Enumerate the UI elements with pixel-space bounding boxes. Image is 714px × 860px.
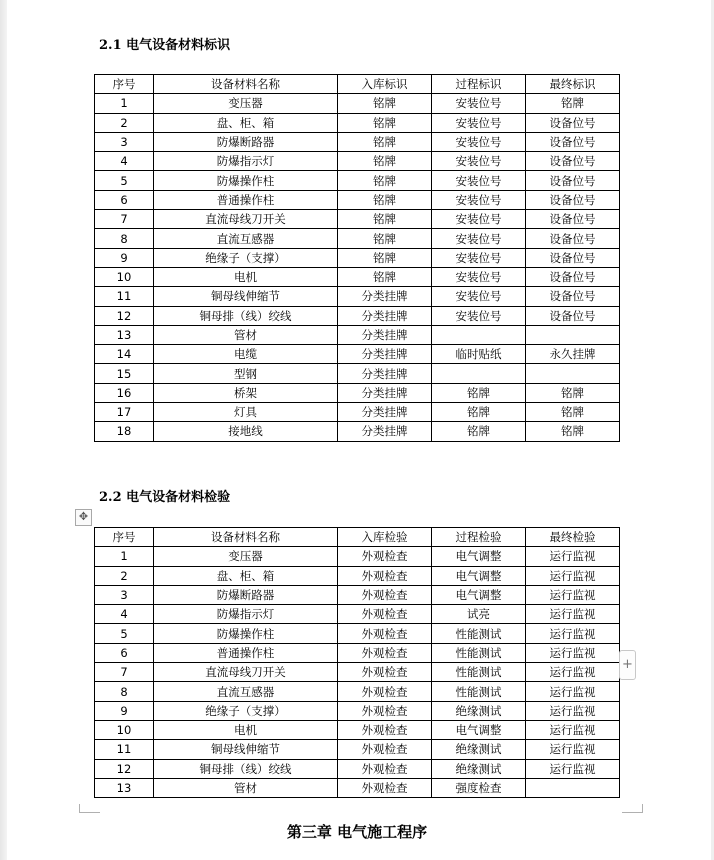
table-row	[95, 624, 620, 643]
table-row	[95, 364, 620, 383]
table-cell[interactable]: 13	[95, 778, 154, 797]
table-cell[interactable]: 12	[95, 759, 154, 778]
table-row	[95, 229, 620, 248]
table-cell[interactable]: 外观检查	[338, 566, 432, 585]
table-cell[interactable]: 性能测试	[432, 624, 526, 643]
table-row	[95, 663, 620, 682]
table-cell[interactable]: 运行监视	[526, 605, 620, 624]
table-cell[interactable]	[526, 778, 620, 797]
table-cell[interactable]: 6	[95, 190, 154, 209]
table-cell[interactable]	[432, 325, 526, 344]
table-cell[interactable]: 盘、柜、箱	[154, 113, 338, 132]
table-cell[interactable]: 4	[95, 605, 154, 624]
table-cell[interactable]: 16	[95, 383, 154, 402]
table-cell[interactable]: 运行监视	[526, 585, 620, 604]
table-cell[interactable]: 外观检查	[338, 720, 432, 739]
header-cell[interactable]: 最终标识	[526, 75, 620, 94]
table-row	[95, 759, 620, 778]
table-cell[interactable]: 变压器	[154, 94, 338, 113]
table-cell[interactable]: 设备位号	[526, 287, 620, 306]
header-cell[interactable]: 最终检验	[526, 528, 620, 547]
table-cell[interactable]: 11	[95, 740, 154, 759]
table-cell[interactable]: 分类挂牌	[338, 345, 432, 364]
table-cell[interactable]: 普通操作柱	[154, 643, 338, 662]
table-row	[95, 720, 620, 739]
table-cell[interactable]: 8	[95, 229, 154, 248]
table-cell[interactable]: 铭牌	[338, 94, 432, 113]
table-row	[95, 422, 620, 441]
table-cell[interactable]: 安装位号	[432, 94, 526, 113]
table-cell[interactable]: 设备位号	[526, 306, 620, 325]
table-cell[interactable]: 4	[95, 152, 154, 171]
table-cell[interactable]: 铜母线伸缩节	[154, 740, 338, 759]
header-cell[interactable]: 过程检验	[432, 528, 526, 547]
table-row	[95, 682, 620, 701]
table-cell[interactable]: 运行监视	[526, 566, 620, 585]
table-cell[interactable]: 8	[95, 682, 154, 701]
table-cell[interactable]: 铜母线伸缩节	[154, 287, 338, 306]
table-cell[interactable]: 分类挂牌	[338, 325, 432, 344]
table-cell[interactable]: 直流母线刀开关	[154, 210, 338, 229]
header-cell[interactable]: 序号	[95, 75, 154, 94]
header-cell[interactable]: 入库检验	[338, 528, 432, 547]
table-cell[interactable]: 外观检查	[338, 624, 432, 643]
header-cell[interactable]: 过程标识	[432, 75, 526, 94]
table-cell[interactable]: 外观检查	[338, 778, 432, 797]
table-cell[interactable]: 变压器	[154, 547, 338, 566]
table-row	[95, 287, 620, 306]
table-cell[interactable]: 铭牌	[526, 94, 620, 113]
table-cell[interactable]: 强度检查	[432, 778, 526, 797]
table-cell[interactable]: 分类挂牌	[338, 383, 432, 402]
table-cell[interactable]: 铭牌	[526, 422, 620, 441]
table-cell[interactable]: 铭牌	[526, 383, 620, 402]
table-cell[interactable]: 外观检查	[338, 682, 432, 701]
table-row	[95, 306, 620, 325]
table-cell[interactable]: 6	[95, 643, 154, 662]
table-cell[interactable]: 管材	[154, 778, 338, 797]
table-cell[interactable]: 铭牌	[526, 403, 620, 422]
table-cell[interactable]: 17	[95, 403, 154, 422]
table-cell[interactable]: 外观检查	[338, 605, 432, 624]
table-cell[interactable]: 性能测试	[432, 663, 526, 682]
table-cell[interactable]: 设备位号	[526, 267, 620, 286]
table-cell[interactable]: 铭牌	[338, 113, 432, 132]
margin-corner-mark	[79, 804, 100, 813]
table-cell[interactable]: 型钢	[154, 364, 338, 383]
table-cell[interactable]: 铭牌	[432, 403, 526, 422]
table-row	[95, 605, 620, 624]
table-header-row	[95, 75, 620, 94]
table-cell[interactable]: 铭牌	[338, 267, 432, 286]
table-row	[95, 345, 620, 364]
table-cell[interactable]: 直流互感器	[154, 229, 338, 248]
table-cell[interactable]: 运行监视	[526, 663, 620, 682]
table-row	[95, 152, 620, 171]
table-cell[interactable]: 外观检查	[338, 663, 432, 682]
page-left-edge	[0, 0, 7, 860]
table-cell[interactable]: 5	[95, 624, 154, 643]
table-cell[interactable]: 安装位号	[432, 132, 526, 151]
table-cell[interactable]: 外观检查	[338, 643, 432, 662]
table-cell[interactable]: 永久挂牌	[526, 345, 620, 364]
table-row	[95, 403, 620, 422]
table-cell[interactable]: 分类挂牌	[338, 287, 432, 306]
table-cell[interactable]: 运行监视	[526, 547, 620, 566]
table-cell[interactable]: 1	[95, 94, 154, 113]
table-cell[interactable]: 绝缘测试	[432, 701, 526, 720]
table-cell[interactable]: 外观检查	[338, 759, 432, 778]
table-cell[interactable]: 3	[95, 585, 154, 604]
identification-table-body	[95, 94, 620, 441]
move-arrows-icon[interactable]: ✥	[75, 509, 92, 526]
table-cell[interactable]: 运行监视	[526, 701, 620, 720]
table-cell[interactable]: 防爆指示灯	[154, 605, 338, 624]
table-cell[interactable]: 7	[95, 663, 154, 682]
table-row	[95, 267, 620, 286]
table-row	[95, 740, 620, 759]
table-cell[interactable]: 安装位号	[432, 152, 526, 171]
table-cell[interactable]: 安装位号	[432, 113, 526, 132]
table-cell[interactable]: 运行监视	[526, 740, 620, 759]
table-cell[interactable]: 分类挂牌	[338, 306, 432, 325]
margin-corner-mark	[622, 804, 643, 813]
table-cell[interactable]: 铜母排（线）绞线	[154, 306, 338, 325]
table-cell[interactable]: 安装位号	[432, 210, 526, 229]
table-cell[interactable]: 性能测试	[432, 643, 526, 662]
section-heading-inspection: 2.2 电气设备材料检验	[99, 490, 231, 505]
table-header-row	[95, 528, 620, 547]
table-cell[interactable]: 防爆指示灯	[154, 152, 338, 171]
table-cell[interactable]: 铭牌	[338, 152, 432, 171]
table-cell[interactable]: 铭牌	[432, 422, 526, 441]
table-cell[interactable]: 14	[95, 345, 154, 364]
table-row	[95, 585, 620, 604]
table-cell[interactable]: 运行监视	[526, 682, 620, 701]
header-cell[interactable]: 设备材料名称	[154, 75, 338, 94]
table-cell[interactable]: 盘、柜、箱	[154, 566, 338, 585]
table-cell[interactable]: 铭牌	[338, 229, 432, 248]
table-cell[interactable]: 铭牌	[338, 132, 432, 151]
table-cell[interactable]: 设备位号	[526, 210, 620, 229]
table-row	[95, 248, 620, 267]
table-cell[interactable]: 灯具	[154, 403, 338, 422]
table-cell[interactable]: 设备位号	[526, 229, 620, 248]
table-cell[interactable]: 分类挂牌	[338, 364, 432, 383]
table-row	[95, 94, 620, 113]
table-cell[interactable]: 安装位号	[432, 190, 526, 209]
chapter-title: 第三章 电气施工程序	[286, 823, 428, 841]
table-row	[95, 566, 620, 585]
table-row	[95, 325, 620, 344]
table-cell[interactable]: 绝缘测试	[432, 759, 526, 778]
header-cell[interactable]: 入库标识	[338, 75, 432, 94]
table-cell[interactable]: 电气调整	[432, 566, 526, 585]
table-cell[interactable]: 1	[95, 547, 154, 566]
table-cell[interactable]: 5	[95, 171, 154, 190]
table-row	[95, 383, 620, 402]
table-cell[interactable]: 外观检查	[338, 740, 432, 759]
table-cell[interactable]: 外观检查	[338, 585, 432, 604]
table-cell[interactable]: 安装位号	[432, 267, 526, 286]
table-cell[interactable]: 电缆	[154, 345, 338, 364]
table-cell[interactable]: 11	[95, 287, 154, 306]
table-cell[interactable]: 外观检查	[338, 701, 432, 720]
table-cell[interactable]: 防爆断路器	[154, 585, 338, 604]
table-cell[interactable]: 电机	[154, 720, 338, 739]
table-cell[interactable]: 电气调整	[432, 547, 526, 566]
table-cell[interactable]: 设备位号	[526, 132, 620, 151]
table-cell[interactable]: 防爆断路器	[154, 132, 338, 151]
table-cell[interactable]: 18	[95, 422, 154, 441]
table-cell[interactable]: 分类挂牌	[338, 403, 432, 422]
table-cell[interactable]: 绝缘子（支撑）	[154, 701, 338, 720]
table-cell[interactable]: 电气调整	[432, 720, 526, 739]
table-cell[interactable]: 电机	[154, 267, 338, 286]
table-cell[interactable]: 运行监视	[526, 643, 620, 662]
table-cell[interactable]: 分类挂牌	[338, 422, 432, 441]
table-cell[interactable]: 接地线	[154, 422, 338, 441]
header-cell[interactable]: 设备材料名称	[154, 528, 338, 547]
table-cell[interactable]: 安装位号	[432, 171, 526, 190]
table-cell[interactable]: 13	[95, 325, 154, 344]
table-cell[interactable]: 防爆操作柱	[154, 624, 338, 643]
table-row	[95, 171, 620, 190]
table-cell[interactable]: 运行监视	[526, 624, 620, 643]
table-cell[interactable]: 设备位号	[526, 113, 620, 132]
table-cell[interactable]: 直流互感器	[154, 682, 338, 701]
identification-table	[94, 74, 620, 442]
table-cell[interactable]: 安装位号	[432, 229, 526, 248]
table-cell[interactable]: 运行监视	[526, 759, 620, 778]
table-cell[interactable]: 铭牌	[432, 383, 526, 402]
plus-icon[interactable]: +	[619, 650, 636, 680]
table-cell[interactable]: 9	[95, 248, 154, 267]
table-cell[interactable]: 性能测试	[432, 682, 526, 701]
table-cell[interactable]: 2	[95, 566, 154, 585]
table-cell[interactable]: 直流母线刀开关	[154, 663, 338, 682]
table-row	[95, 778, 620, 797]
table-cell[interactable]: 安装位号	[432, 306, 526, 325]
table-cell[interactable]: 设备位号	[526, 171, 620, 190]
table-cell[interactable]: 桥架	[154, 383, 338, 402]
table-cell[interactable]: 10	[95, 267, 154, 286]
table-row	[95, 132, 620, 151]
table-cell[interactable]: 设备位号	[526, 190, 620, 209]
table-cell[interactable]	[432, 364, 526, 383]
table-cell[interactable]: 电气调整	[432, 585, 526, 604]
table-row	[95, 643, 620, 662]
table-cell[interactable]	[526, 325, 620, 344]
table-cell[interactable]	[526, 364, 620, 383]
table-cell[interactable]: 防爆操作柱	[154, 171, 338, 190]
table-cell[interactable]: 绝缘子（支撑）	[154, 248, 338, 267]
table-cell[interactable]: 安装位号	[432, 248, 526, 267]
table-cell[interactable]: 安装位号	[432, 287, 526, 306]
table-cell[interactable]: 铭牌	[338, 210, 432, 229]
section-heading-identification: 2.1 电气设备材料标识	[99, 38, 231, 53]
table-cell[interactable]: 试亮	[432, 605, 526, 624]
table-row	[95, 190, 620, 209]
table-cell[interactable]: 铜母排（线）绞线	[154, 759, 338, 778]
table-cell[interactable]: 铭牌	[338, 248, 432, 267]
table-cell[interactable]: 设备位号	[526, 152, 620, 171]
table-cell[interactable]: 设备位号	[526, 248, 620, 267]
table-cell[interactable]: 临时贴纸	[432, 345, 526, 364]
table-cell[interactable]: 铭牌	[338, 190, 432, 209]
table-cell[interactable]: 管材	[154, 325, 338, 344]
table-cell[interactable]: 绝缘测试	[432, 740, 526, 759]
table-cell[interactable]: 外观检查	[338, 547, 432, 566]
table-row	[95, 701, 620, 720]
header-cell[interactable]: 序号	[95, 528, 154, 547]
table-cell[interactable]: 3	[95, 132, 154, 151]
table-cell[interactable]: 9	[95, 701, 154, 720]
table-cell[interactable]: 10	[95, 720, 154, 739]
table-cell[interactable]: 7	[95, 210, 154, 229]
inspection-table-body	[95, 547, 620, 798]
table-row	[95, 113, 620, 132]
table-cell[interactable]: 普通操作柱	[154, 190, 338, 209]
table-cell[interactable]: 运行监视	[526, 720, 620, 739]
table-cell[interactable]: 12	[95, 306, 154, 325]
inspection-table	[94, 527, 620, 798]
table-cell[interactable]: 铭牌	[338, 171, 432, 190]
table-cell[interactable]: 2	[95, 113, 154, 132]
table-row	[95, 547, 620, 566]
table-row	[95, 210, 620, 229]
table-cell[interactable]: 15	[95, 364, 154, 383]
